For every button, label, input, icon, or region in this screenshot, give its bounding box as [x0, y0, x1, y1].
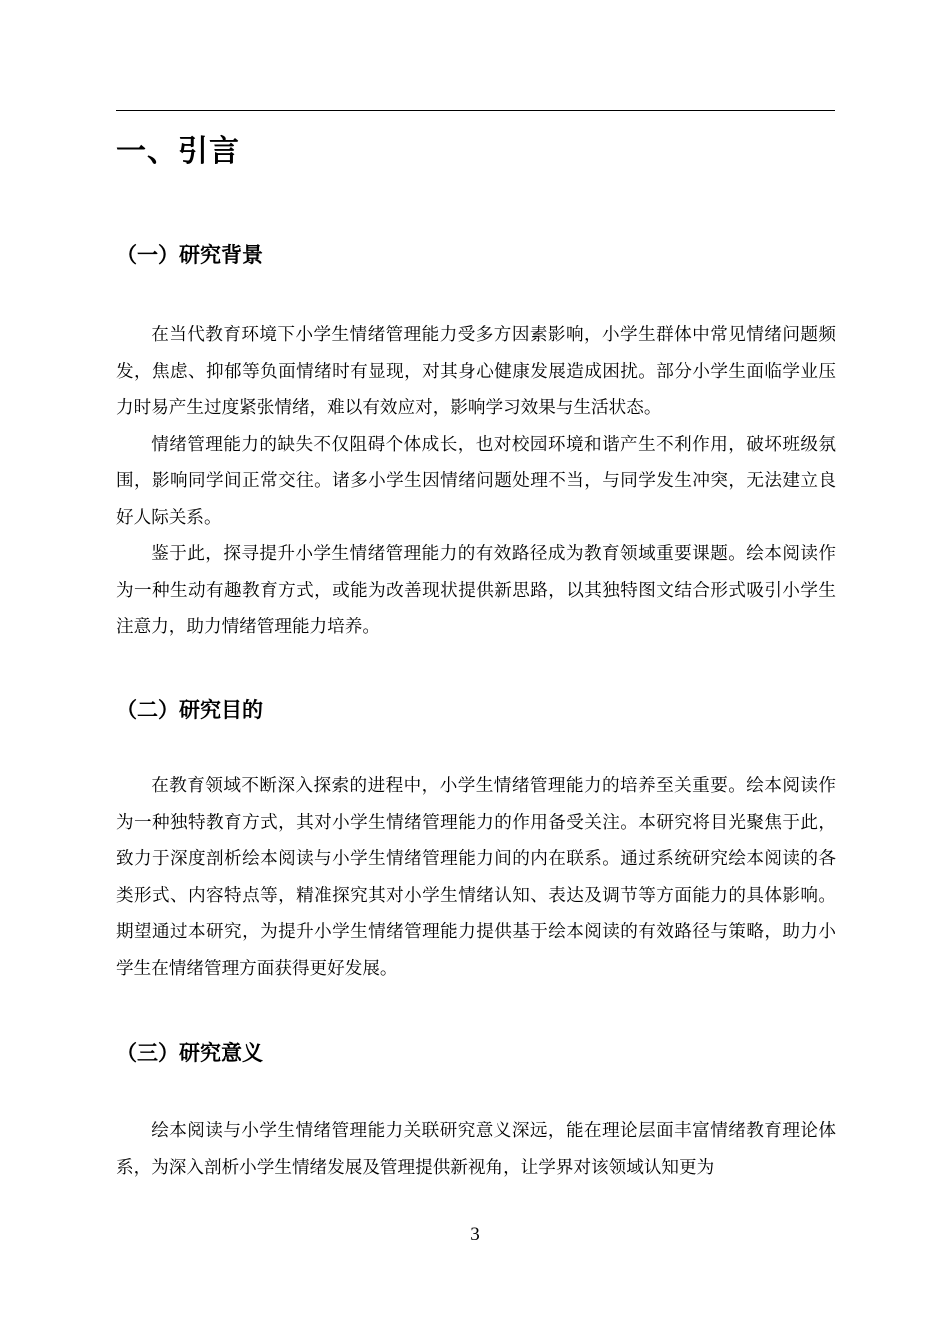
paragraph: 在教育领域不断深入探索的进程中，小学生情绪管理能力的培养至关重要。绘本阅读作为一种独特教育方式，其对小学生情绪管理能力的作用备受关注。本研究将目光聚焦于此，致力于深度剖析绘本阅读与小学生情绪管理能力间的内在联系。通过系统研究绘本阅读的各类形式、内容特点等，精准探究其对小学生情绪认知、表达及调节等方面能力的具体影响。期望通过本研究，为提升小学生情绪管理能力提供基于绘本阅读的有效路径与策略，助力小学生在情绪管理方面获得更好发展。 — [116, 776, 836, 979]
section-heading-purpose: （二）研究目的 — [116, 698, 263, 722]
page-number: 3 — [470, 1224, 480, 1245]
chapter-title: 一、引言 — [116, 134, 240, 169]
paragraph: 情绪管理能力的缺失不仅阻碍个体成长，也对校园环境和谐产生不利作用，破坏班级氛围，影响同学间正常交往。诸多小学生因情绪问题处理不当，与同学发生冲突，无法建立良好人际关系。 — [116, 434, 836, 528]
section-body-purpose — [116, 768, 836, 987]
paragraph: 鉴于此，探寻提升小学生情绪管理能力的有效路径成为教育领域重要课题。绘本阅读作为一种生动有趣教育方式，或能为改善现状提供新思路，以其独特图文结合形式吸引小学生注意力，助力情绪管理能力培养。 — [116, 544, 836, 637]
section-body-significance — [116, 1113, 836, 1186]
header-rule — [116, 110, 835, 111]
paragraph: 在当代教育环境下小学生情绪管理能力受多方因素影响，小学生群体中常见情绪问题频发，焦虑、抑郁等负面情绪时有显现，对其身心健康发展造成困扰。部分小学生面临学业压力时易产生过度紧张情绪，难以有效应对，影响学习效果与生活状态。 — [116, 325, 836, 418]
section-heading-significance: （三）研究意义 — [116, 1041, 263, 1065]
section-body-background — [116, 317, 836, 646]
paragraph: 绘本阅读与小学生情绪管理能力关联研究意义深远，能在理论层面丰富情绪教育理论体系，为深入剖析小学生情绪发展及管理提供新视角，让学界对该领域认知更为 — [116, 1121, 836, 1178]
section-heading-background: （一）研究背景 — [116, 243, 263, 267]
